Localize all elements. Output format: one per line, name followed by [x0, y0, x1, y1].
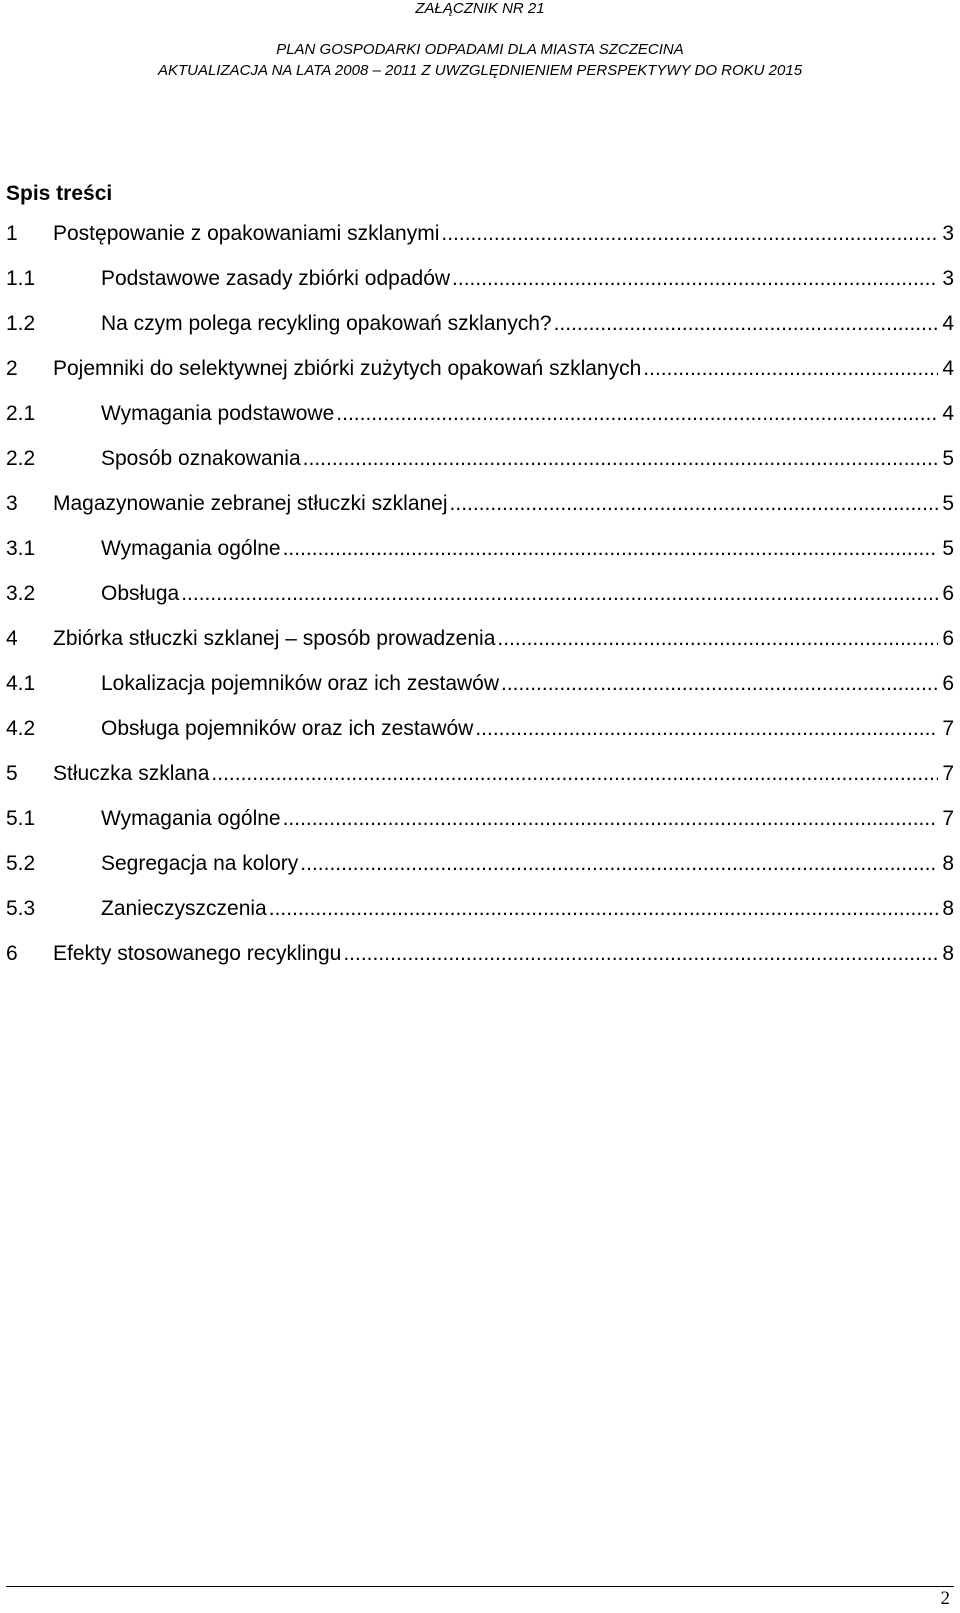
toc-entry-page: 8 [942, 852, 954, 875]
toc-entry-page: 5 [942, 492, 954, 515]
plan-subtitle: AKTUALIZACJA NA LATA 2008 – 2011 Z UWZGLĘDNIENIEM PERSPEKTYWY DO ROKU 2015 [157, 62, 803, 79]
toc-entry[interactable] [6, 535, 954, 580]
toc-entry[interactable] [6, 760, 954, 805]
toc-entry-number: 1 [6, 222, 18, 245]
toc-entry[interactable] [6, 265, 954, 310]
toc-entry[interactable] [6, 670, 954, 715]
toc-entry-row [101, 535, 954, 563]
toc-dot-leader [334, 400, 938, 428]
toc-entry-number: 6 [6, 942, 18, 965]
toc-entry-row [101, 805, 954, 833]
toc-entry-label[interactable]: Lokalizacja pojemników oraz ich zestawów [101, 672, 500, 695]
toc-entry[interactable] [6, 850, 954, 895]
toc-entry-number: 1.1 [6, 267, 36, 290]
toc-dot-leader [499, 670, 938, 698]
toc-dot-leader [281, 535, 939, 563]
toc-heading: Spis treści [6, 182, 113, 205]
toc-dot-leader [298, 850, 938, 878]
toc-entry-page: 5 [942, 537, 954, 560]
toc-entry-number: 4.1 [6, 672, 36, 695]
toc-entry-row [101, 670, 954, 698]
plan-title: PLAN GOSPODARKI ODPADAMI DLA MIASTA SZCZECINA [276, 41, 684, 58]
toc-entry-number: 2.2 [6, 447, 36, 470]
toc-entry-row [53, 625, 954, 653]
toc-entry-row [101, 715, 954, 743]
toc-entry-page: 4 [942, 312, 954, 335]
toc-entry[interactable] [6, 895, 954, 940]
toc-entry-label[interactable]: Postępowanie z opakowaniami szklanymi [53, 222, 440, 245]
toc-entry-number: 5.1 [6, 807, 36, 830]
attachment-label: ZAŁĄCZNIK NR 21 [415, 0, 545, 17]
toc-dot-leader [301, 445, 939, 473]
toc-entry[interactable] [6, 220, 954, 265]
toc-entry-number: 5.2 [6, 852, 36, 875]
toc-entry[interactable] [6, 805, 954, 850]
toc-entry-row [101, 265, 954, 293]
toc-entry-label[interactable]: Wymagania ogólne [101, 537, 281, 560]
toc-entry-row [53, 940, 954, 968]
toc-entry-number: 4.2 [6, 717, 36, 740]
toc-entry-label[interactable]: Podstawowe zasady zbiórki odpadów [101, 267, 451, 290]
toc-entry-row [53, 355, 954, 383]
toc-entry-number: 3 [6, 492, 18, 515]
toc-entry-label[interactable]: Obsługa pojemników oraz ich zestawów [101, 717, 474, 740]
toc-entry[interactable] [6, 310, 954, 355]
toc-entry-page: 6 [942, 672, 954, 695]
toc-dot-leader [179, 580, 938, 608]
toc-entry-page: 8 [942, 897, 954, 920]
toc-entry[interactable] [6, 445, 954, 490]
toc-entry[interactable] [6, 625, 954, 670]
toc-entry[interactable] [6, 355, 954, 400]
toc-entry-number: 3.1 [6, 537, 36, 560]
toc-entry[interactable] [6, 580, 954, 625]
footer-divider [6, 1586, 954, 1587]
toc-entry-row [101, 850, 954, 878]
toc-dot-leader [281, 805, 939, 833]
page-number: 2 [940, 1588, 950, 1609]
toc-entry-number: 5 [6, 762, 18, 785]
toc-entry-page: 6 [942, 627, 954, 650]
toc-entry-page: 4 [942, 357, 954, 380]
toc-entry-label[interactable]: Zanieczyszczenia [101, 897, 267, 920]
toc-entry-page: 3 [942, 267, 954, 290]
toc-entry-page: 7 [942, 807, 954, 830]
toc-entry-row [101, 895, 954, 923]
toc-entry[interactable] [6, 490, 954, 535]
toc-entry-number: 5.3 [6, 897, 36, 920]
toc-entry[interactable] [6, 940, 954, 985]
table-of-contents [6, 220, 954, 985]
toc-entry-page: 3 [942, 222, 954, 245]
toc-entry-row [101, 400, 954, 428]
toc-entry-number: 1.2 [6, 312, 36, 335]
toc-entry-label[interactable]: Obsługa [101, 582, 180, 605]
toc-entry-page: 4 [942, 402, 954, 425]
toc-entry-label[interactable]: Wymagania podstawowe [101, 402, 335, 425]
toc-dot-leader [473, 715, 938, 743]
toc-entry-label[interactable]: Na czym polega recykling opakowań szklanych? [101, 312, 552, 335]
toc-dot-leader [439, 220, 938, 248]
toc-dot-leader [448, 490, 939, 518]
toc-dot-leader [267, 895, 939, 923]
toc-entry-number: 2 [6, 357, 18, 380]
toc-entry-label[interactable]: Sposób oznakowania [101, 447, 301, 470]
toc-dot-leader [450, 265, 938, 293]
toc-entry-row [101, 580, 954, 608]
toc-entry-number: 3.2 [6, 582, 36, 605]
toc-entry-label[interactable]: Segregacja na kolory [101, 852, 299, 875]
toc-entry-label[interactable]: Magazynowanie zebranej stłuczki szklanej [53, 492, 448, 515]
toc-entry-page: 8 [942, 942, 954, 965]
toc-entry-page: 5 [942, 447, 954, 470]
toc-entry-number: 2.1 [6, 402, 36, 425]
toc-entry-label[interactable]: Efekty stosowanego recyklingu [53, 942, 342, 965]
toc-entry-page: 6 [942, 582, 954, 605]
toc-entry-label[interactable]: Zbiórka stłuczki szklanej – sposób prowadzenia [53, 627, 496, 650]
toc-entry-row [53, 760, 954, 788]
toc-entry-number: 4 [6, 627, 18, 650]
toc-entry-row [101, 445, 954, 473]
toc-entry-label[interactable]: Pojemniki do selektywnej zbiórki zużytych opakowań szklanych [53, 357, 642, 380]
toc-entry-label[interactable]: Wymagania ogólne [101, 807, 281, 830]
toc-entry-page: 7 [942, 717, 954, 740]
toc-entry[interactable] [6, 715, 954, 760]
toc-entry-row [53, 490, 954, 518]
toc-dot-leader [209, 760, 938, 788]
toc-entry-label[interactable]: Stłuczka szklana [53, 762, 210, 785]
toc-entry[interactable] [6, 400, 954, 445]
toc-dot-leader [341, 940, 938, 968]
toc-entry-row [53, 220, 954, 248]
toc-dot-leader [641, 355, 938, 383]
toc-entry-row [101, 310, 954, 338]
toc-entry-page: 7 [942, 762, 954, 785]
toc-dot-leader [552, 310, 939, 338]
toc-dot-leader [495, 625, 938, 653]
